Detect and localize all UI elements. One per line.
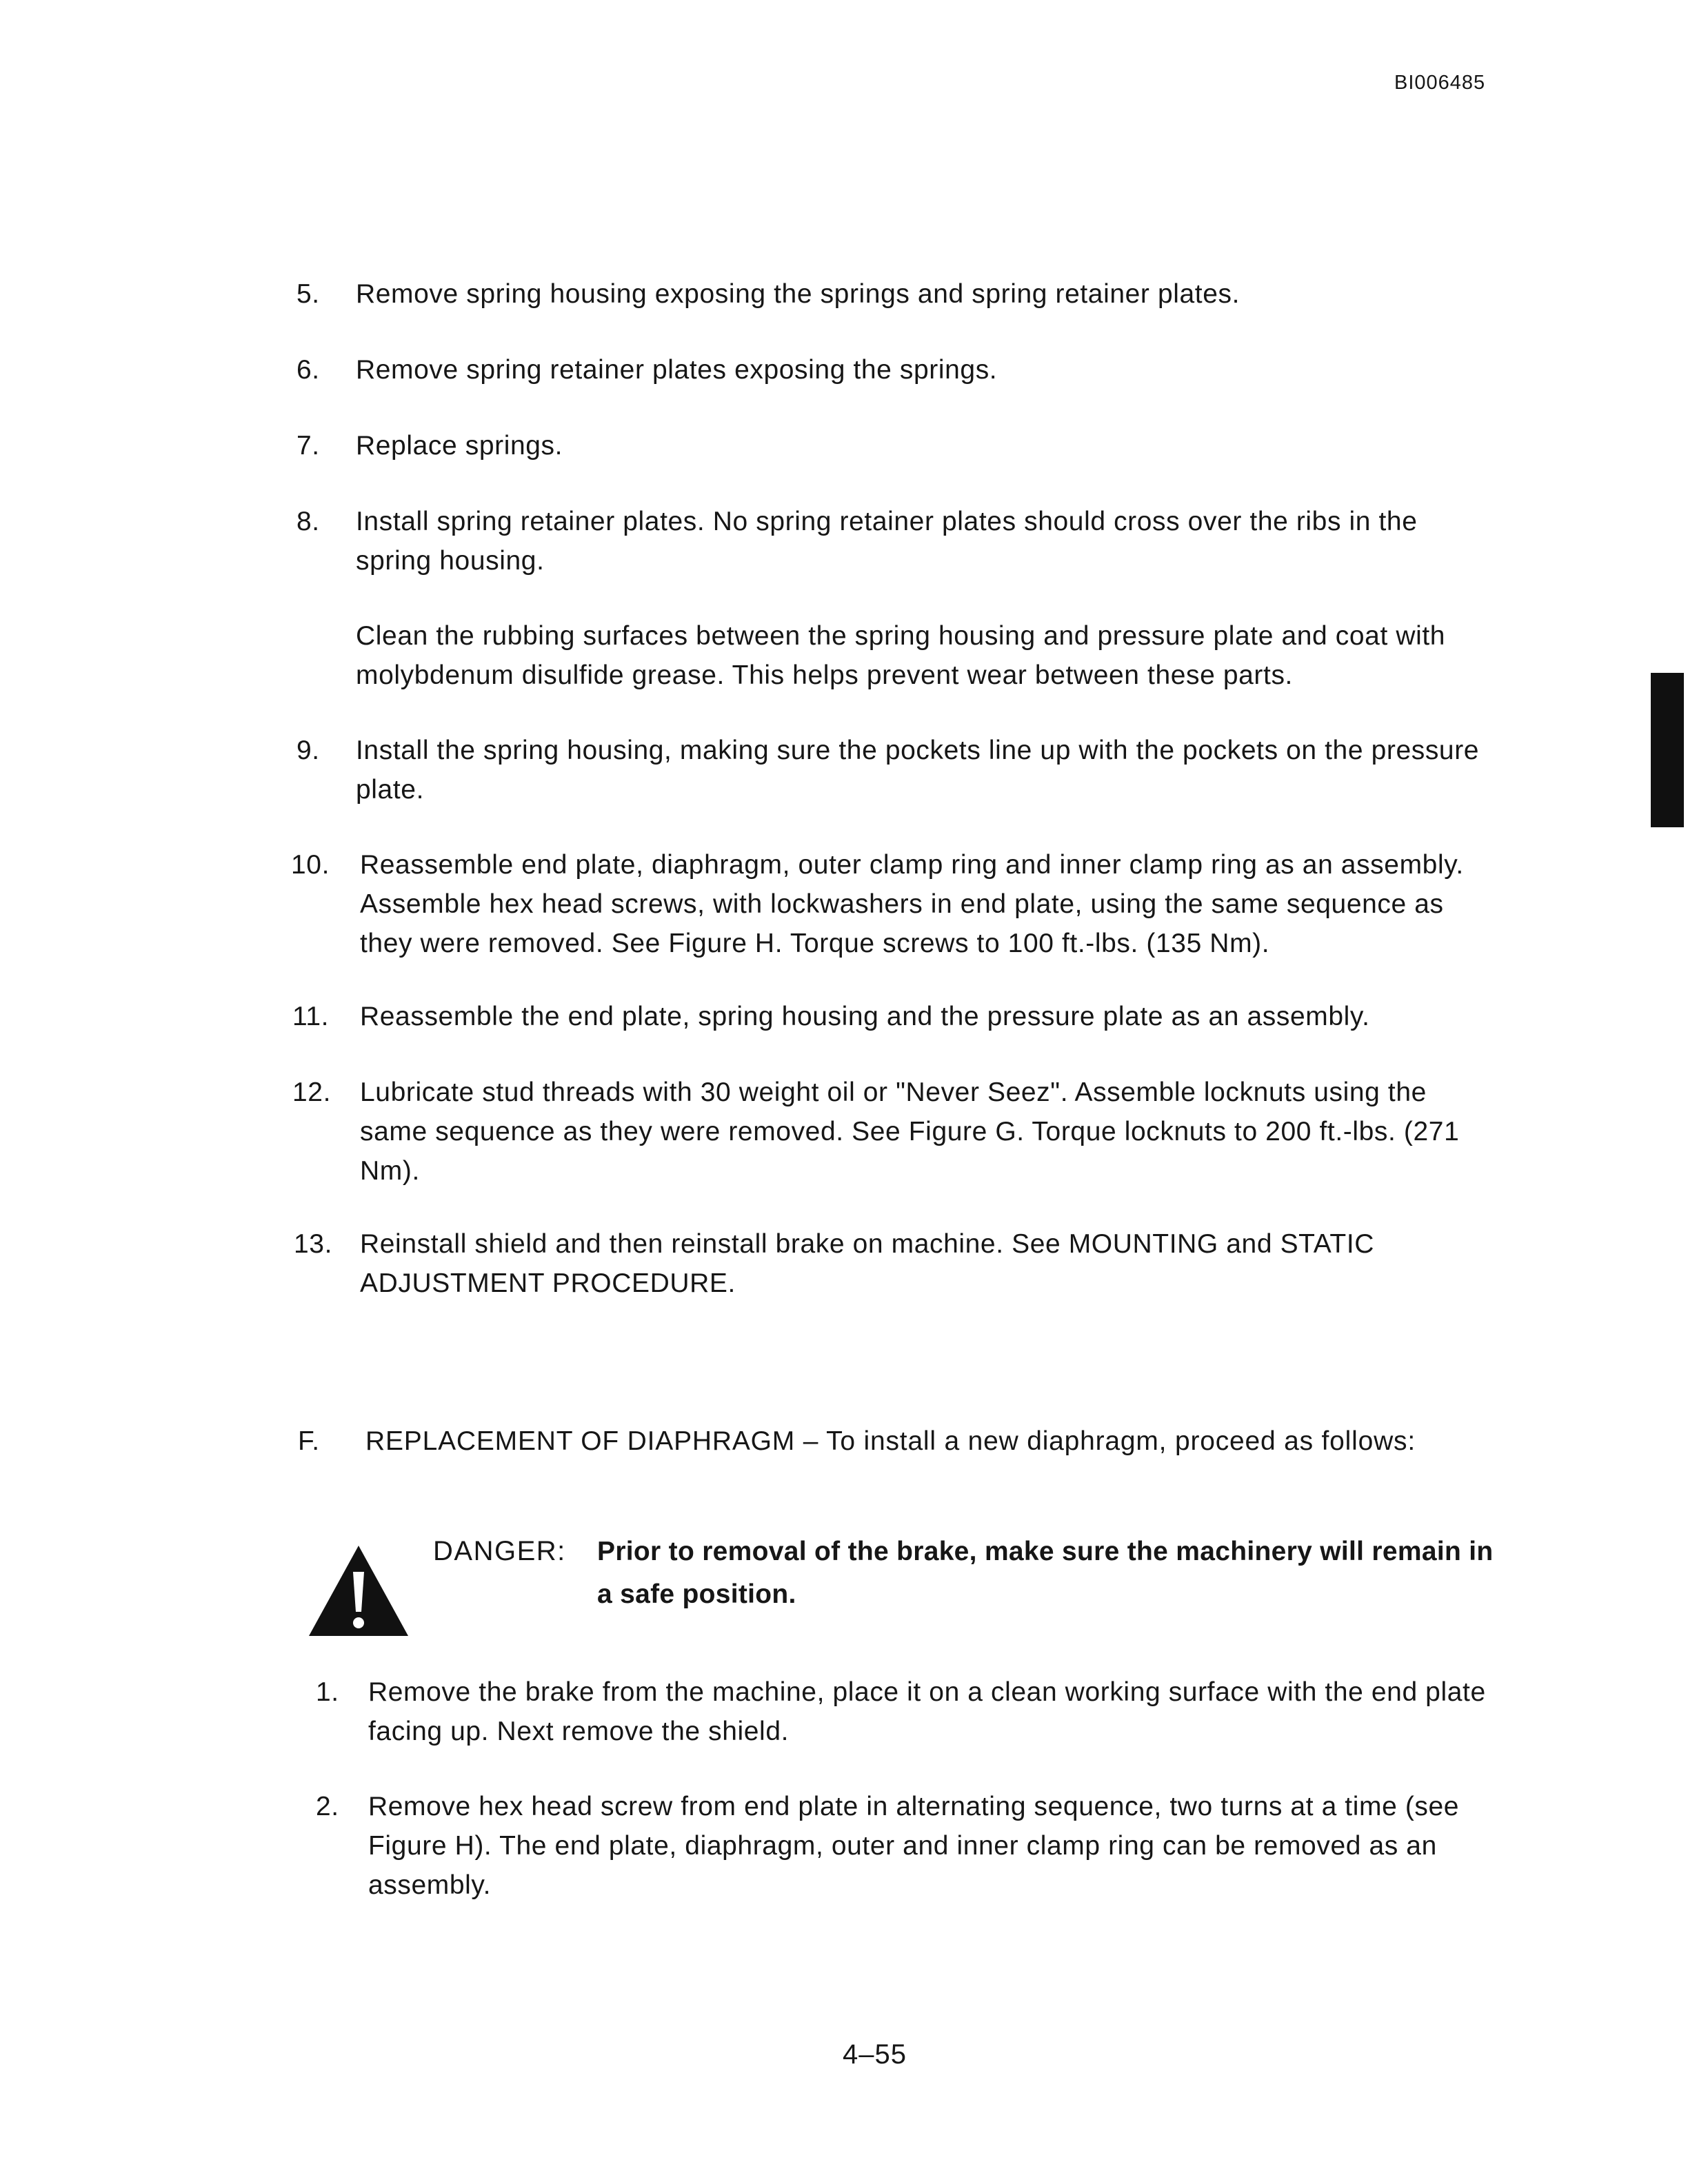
step-9 <box>297 731 1489 809</box>
page-number: 4–55 <box>843 2039 907 2070</box>
step-5 <box>297 274 1489 314</box>
step-text: Replace springs. <box>356 431 563 461</box>
step-12 <box>292 1073 1489 1191</box>
step-text: Reassemble the end plate, spring housing and the pressure plate as an assembly. <box>360 1002 1370 1031</box>
step-number: 11. <box>292 1002 330 1031</box>
step-number: 12. <box>292 1078 332 1107</box>
section-letter: F. <box>298 1426 320 1456</box>
step-text: Reinstall shield and then reinstall brake on machine. See MOUNTING and STATIC ADJUSTMENT PROCEDURE. <box>360 1229 1375 1298</box>
step-number: 6. <box>297 355 320 385</box>
step-text: Lubricate stud threads with 30 weight oil or "Never Seez". Assemble locknuts using the same sequence as they were removed. See Figure G. Torque locknuts to 200 ft.-lbs. (271 Nm). <box>360 1078 1460 1186</box>
step-text: Reassemble end plate, diaphragm, outer clamp ring and inner clamp ring as an assembly. Assemble hex head screws, with lockwashers in end plate, using the same sequence as they were removed. See Figure H. Torque screws to 100 ft.-lbs. (135 Nm). <box>360 850 1464 958</box>
step-number: 5. <box>297 279 320 309</box>
step-number: 2. <box>316 1792 339 1821</box>
step-7 <box>297 426 1489 465</box>
diaphragm-step-2 <box>316 1787 1496 1905</box>
step-number: 13. <box>294 1229 333 1259</box>
warning-triangle-icon <box>308 1544 410 1637</box>
step-text: Install the spring housing, making sure the pockets line up with the pockets on the pressure plate. <box>356 736 1480 805</box>
step-10 <box>291 845 1489 963</box>
step-8-note: Clean the rubbing surfaces between the spring housing and pressure plate and coat with molybdenum disulfide grease. This helps prevent wear between these parts. <box>356 621 1446 690</box>
diaphragm-step-1 <box>316 1672 1496 1751</box>
step-6 <box>297 350 1489 390</box>
step-number: 9. <box>297 736 320 765</box>
step-text: Remove hex head screw from end plate in alternating sequence, two turns at a time (see Figure H). The end plate, diaphragm, outer and inner clamp ring can be removed as an assembly. <box>368 1792 1460 1900</box>
section-f-heading <box>298 1422 1498 1461</box>
step-8 <box>297 502 1489 580</box>
step-11 <box>292 997 1489 1036</box>
step-text: Remove the brake from the machine, place it on a clean working surface with the end plate facing up. Next remove the shield. <box>368 1677 1486 1746</box>
danger-label: DANGER: <box>433 1536 566 1566</box>
step-number: 8. <box>297 507 320 536</box>
step-text: Remove spring retainer plates exposing the springs. <box>356 355 998 385</box>
step-13 <box>294 1224 1489 1303</box>
step-text: Install spring retainer plates. No spring retainer plates should cross over the ribs in the spring housing. <box>356 507 1418 576</box>
danger-text: Prior to removal of the brake, make sure the machinery will remain in a safe position. <box>597 1537 1494 1609</box>
margin-tab-marker <box>1651 673 1684 827</box>
step-text: Remove spring housing exposing the springs and spring retainer plates. <box>356 279 1240 309</box>
danger-notice <box>308 1530 1494 1641</box>
step-number: 10. <box>291 850 330 880</box>
section-title: REPLACEMENT OF DIAPHRAGM – To install a new diaphragm, proceed as follows: <box>365 1426 1416 1456</box>
step-number: 1. <box>316 1677 339 1707</box>
document-id: BI006485 <box>1394 72 1486 94</box>
step-number: 7. <box>297 431 320 461</box>
